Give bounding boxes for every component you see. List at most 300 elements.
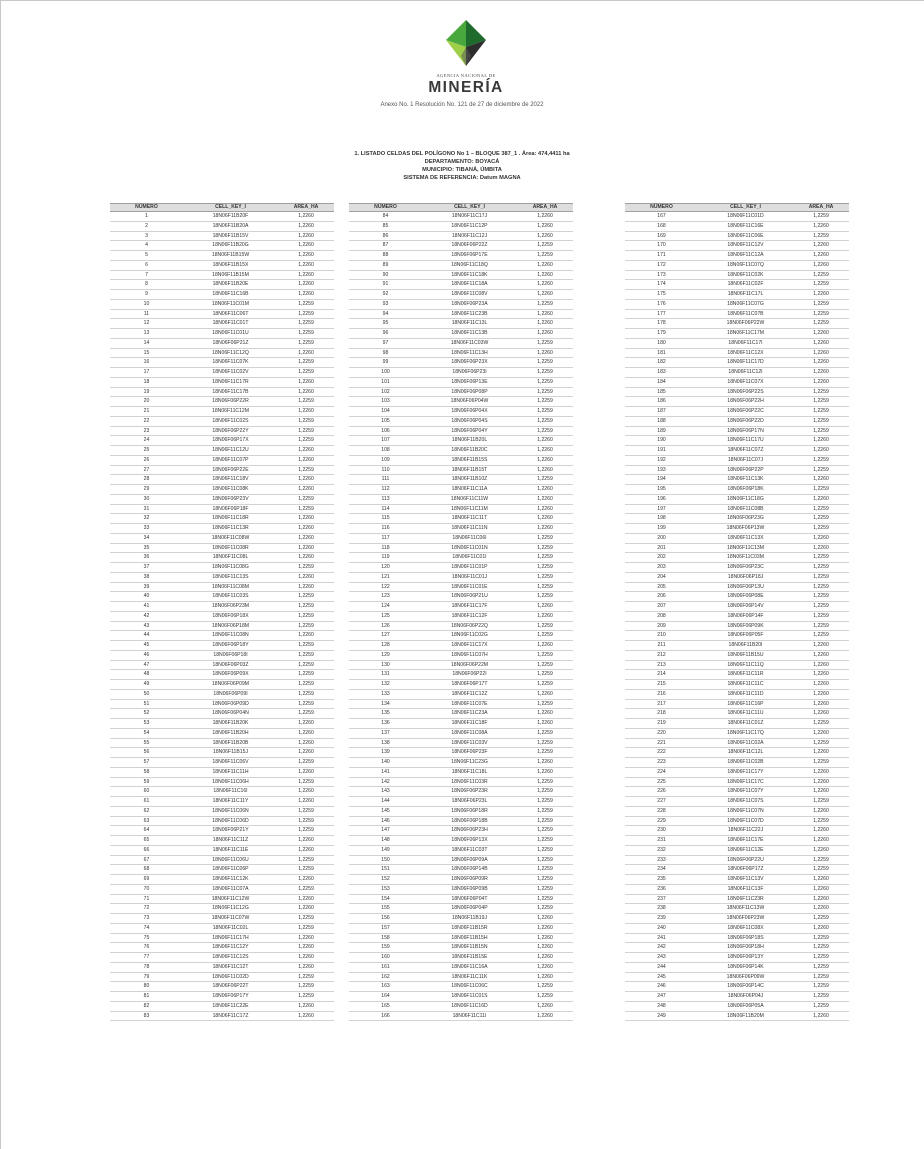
- table-row: [349, 816, 573, 826]
- table-row: [349, 767, 573, 777]
- cell-key: 18N06F11C02S: [183, 416, 278, 426]
- cell-numero: 3: [110, 231, 183, 241]
- cell-key: 18N06F11C03V: [422, 738, 517, 748]
- table-row: [110, 397, 334, 407]
- cell-area-ha: 1,2259: [517, 377, 573, 387]
- cell-area-ha: 1,2260: [793, 543, 849, 553]
- cell-area-ha: 1,2259: [793, 553, 849, 563]
- page-left-edge: [0, 0, 1, 1149]
- cell-numero: 170: [625, 241, 698, 251]
- cell-area-ha: 1,2259: [793, 319, 849, 329]
- cell-numero: 68: [110, 865, 183, 875]
- header-cell-key: CELL_KEY_I: [183, 204, 278, 212]
- table-row: [349, 407, 573, 417]
- table-row: [625, 251, 849, 261]
- table-row: [349, 836, 573, 846]
- cell-numero: 208: [625, 611, 698, 621]
- table-row: [349, 377, 573, 387]
- cell-key: 18N06F11C23G: [422, 758, 517, 768]
- cell-numero: 234: [625, 865, 698, 875]
- cell-area-ha: 1,2259: [793, 212, 849, 222]
- table-row: [110, 582, 334, 592]
- cell-area-ha: 1,2260: [517, 953, 573, 963]
- cell-numero: 195: [625, 485, 698, 495]
- cell-area-ha: 1,2260: [278, 290, 334, 300]
- table-row: [625, 777, 849, 787]
- cell-key: 18N06F11B20C: [422, 446, 517, 456]
- cell-numero: 220: [625, 728, 698, 738]
- table-row: [625, 816, 849, 826]
- cell-numero: 56: [110, 748, 183, 758]
- table-row: [110, 524, 334, 534]
- table-row: [349, 943, 573, 953]
- table-row: [110, 962, 334, 972]
- cell-numero: 197: [625, 504, 698, 514]
- table-row: [349, 290, 573, 300]
- cell-area-ha: 1,2259: [517, 777, 573, 787]
- cell-key: 18N06F11C17F: [422, 602, 517, 612]
- cell-numero: 243: [625, 953, 698, 963]
- table-row: [110, 572, 334, 582]
- cell-numero: 10: [110, 299, 183, 309]
- cell-area-ha: 1,2260: [793, 348, 849, 358]
- cell-area-ha: 1,2260: [278, 231, 334, 241]
- cell-numero: 20: [110, 397, 183, 407]
- cell-area-ha: 1,2259: [517, 845, 573, 855]
- table-row: [625, 446, 849, 456]
- cell-key: 18N06F11C18K: [422, 270, 517, 280]
- table-row: [349, 865, 573, 875]
- table-row: [349, 719, 573, 729]
- cell-key: 18N06F11B15R: [422, 923, 517, 933]
- cell-area-ha: 1,2260: [793, 436, 849, 446]
- cell-area-ha: 1,2259: [278, 855, 334, 865]
- cell-numero: 186: [625, 397, 698, 407]
- table-row: [349, 641, 573, 651]
- cell-area-ha: 1,2260: [517, 962, 573, 972]
- table-row: [110, 923, 334, 933]
- table-row: [625, 982, 849, 992]
- table-row: [110, 436, 334, 446]
- table-row: [625, 436, 849, 446]
- cell-key: 18N06F11C22J: [698, 826, 793, 836]
- cell-key: 18N06F11C13H: [422, 348, 517, 358]
- cell-numero: 1: [110, 212, 183, 222]
- cell-area-ha: 1,2260: [793, 894, 849, 904]
- table-row: [110, 251, 334, 261]
- cell-key: 18N06F11B15H: [422, 933, 517, 943]
- cell-key: 18N06F11B15W: [183, 251, 278, 261]
- table-row: [349, 777, 573, 787]
- table-row: [349, 953, 573, 963]
- cell-numero: 86: [349, 231, 422, 241]
- cell-area-ha: 1,2259: [278, 816, 334, 826]
- table-row: [349, 270, 573, 280]
- cell-key: 18N06F06P21U: [422, 592, 517, 602]
- cell-numero: 206: [625, 592, 698, 602]
- cell-area-ha: 1,2260: [278, 728, 334, 738]
- cell-numero: 41: [110, 602, 183, 612]
- cell-numero: 209: [625, 621, 698, 631]
- cell-key: 18N06F11C08X: [698, 923, 793, 933]
- header-area-ha: AREA_HA: [793, 204, 849, 212]
- cell-numero: 113: [349, 494, 422, 504]
- cell-key: 18N06F11C11Y: [183, 797, 278, 807]
- cell-area-ha: 1,2259: [793, 972, 849, 982]
- cells-table-1: [110, 203, 334, 1021]
- cell-area-ha: 1,2259: [793, 592, 849, 602]
- cell-area-ha: 1,2259: [278, 504, 334, 514]
- cell-numero: 85: [349, 221, 422, 231]
- cell-key: 18N06F11C06V: [183, 758, 278, 768]
- cell-area-ha: 1,2259: [793, 602, 849, 612]
- cell-area-ha: 1,2259: [793, 914, 849, 924]
- cell-key: 18N06F11C16P: [698, 699, 793, 709]
- table-row: [110, 875, 334, 885]
- cell-key: 18N06F11C17D: [698, 358, 793, 368]
- cell-area-ha: 1,2260: [793, 826, 849, 836]
- cell-numero: 164: [349, 992, 422, 1002]
- cell-key: 18N06F11C16A: [422, 962, 517, 972]
- cell-area-ha: 1,2259: [793, 865, 849, 875]
- cell-area-ha: 1,2260: [278, 953, 334, 963]
- table-row: [110, 270, 334, 280]
- cell-area-ha: 1,2260: [793, 845, 849, 855]
- cell-numero: 58: [110, 767, 183, 777]
- cell-area-ha: 1,2259: [793, 933, 849, 943]
- cell-key: 18N06F11C13R: [183, 524, 278, 534]
- cell-area-ha: 1,2259: [517, 894, 573, 904]
- table-header-row: [625, 204, 849, 212]
- cell-key: 18N06F11C23B: [422, 309, 517, 319]
- cell-numero: 40: [110, 592, 183, 602]
- table-row: [349, 855, 573, 865]
- cell-area-ha: 1,2259: [517, 826, 573, 836]
- table-row: [110, 280, 334, 290]
- table-row: [625, 299, 849, 309]
- cell-numero: 51: [110, 699, 183, 709]
- cell-numero: 25: [110, 446, 183, 456]
- agency-logo: [413, 18, 519, 102]
- cell-key: 18N06F11B20E: [183, 280, 278, 290]
- table-row: [110, 865, 334, 875]
- cell-numero: 109: [349, 455, 422, 465]
- cell-numero: 122: [349, 582, 422, 592]
- cell-numero: 82: [110, 1001, 183, 1011]
- table-row: [110, 241, 334, 251]
- cell-area-ha: 1,2259: [278, 914, 334, 924]
- cell-numero: 97: [349, 338, 422, 348]
- cell-key: 18N06F11C17I: [698, 338, 793, 348]
- cell-numero: 189: [625, 426, 698, 436]
- cell-area-ha: 1,2260: [517, 602, 573, 612]
- table-row: [625, 689, 849, 699]
- cell-key: 18N06F11C03R: [422, 777, 517, 787]
- cell-area-ha: 1,2259: [278, 826, 334, 836]
- cell-numero: 201: [625, 543, 698, 553]
- cell-numero: 72: [110, 904, 183, 914]
- cell-key: 18N06F11C06T: [183, 309, 278, 319]
- cell-numero: 125: [349, 611, 422, 621]
- cell-key: 18N06F11B20K: [183, 719, 278, 729]
- cell-numero: 207: [625, 602, 698, 612]
- cell-key: 18N06F11C01I: [422, 553, 517, 563]
- cell-numero: 71: [110, 894, 183, 904]
- cell-numero: 230: [625, 826, 698, 836]
- cell-key: 18N06F11C12J: [422, 231, 517, 241]
- cell-area-ha: 1,2260: [793, 1011, 849, 1021]
- table-row: [349, 894, 573, 904]
- cell-area-ha: 1,2260: [793, 290, 849, 300]
- cell-area-ha: 1,2259: [278, 465, 334, 475]
- cell-numero: 95: [349, 319, 422, 329]
- table-row: [625, 748, 849, 758]
- cell-key: 18N06F11C07Z: [698, 446, 793, 456]
- table-row: [349, 602, 573, 612]
- cell-area-ha: 1,2260: [278, 212, 334, 222]
- cell-numero: 119: [349, 553, 422, 563]
- cell-numero: 217: [625, 699, 698, 709]
- cell-key: 18N06F06P04S: [422, 416, 517, 426]
- cell-numero: 37: [110, 563, 183, 573]
- table-row: [349, 884, 573, 894]
- cell-key: 18N06F11C07X: [698, 377, 793, 387]
- cell-area-ha: 1,2260: [793, 806, 849, 816]
- table-row: [110, 592, 334, 602]
- cell-area-ha: 1,2260: [278, 797, 334, 807]
- cell-area-ha: 1,2260: [793, 709, 849, 719]
- cell-area-ha: 1,2260: [517, 767, 573, 777]
- cell-area-ha: 1,2259: [278, 436, 334, 446]
- table-row: [625, 894, 849, 904]
- header-area-ha: AREA_HA: [278, 204, 334, 212]
- table-row: [625, 280, 849, 290]
- cell-numero: 70: [110, 884, 183, 894]
- table-row: [625, 787, 849, 797]
- cell-numero: 181: [625, 348, 698, 358]
- table-row: [349, 338, 573, 348]
- cell-area-ha: 1,2259: [793, 387, 849, 397]
- cell-key: 18N06F11C02L: [183, 923, 278, 933]
- table-row: [110, 348, 334, 358]
- table-row: [625, 806, 849, 816]
- table-row: [625, 845, 849, 855]
- heading-title: 1. LISTADO CELDAS DEL POLÍGONO No 1 – BLOQUE 387_1 . Área: 474,4411 ha: [354, 151, 570, 157]
- cell-key: 18N06F06P13Y: [698, 953, 793, 963]
- table-body: [349, 212, 573, 1021]
- cell-key: 18N06F06P22Q: [422, 621, 517, 631]
- cell-area-ha: 1,2259: [517, 553, 573, 563]
- table-row: [625, 875, 849, 885]
- cell-numero: 89: [349, 260, 422, 270]
- cell-key: 18N06F11C13L: [422, 319, 517, 329]
- header-numero: NÚMERO: [110, 204, 183, 212]
- cell-numero: 94: [349, 309, 422, 319]
- table-header-row: [349, 204, 573, 212]
- cell-numero: 87: [349, 241, 422, 251]
- cell-key: 18N06F11C22E: [183, 1001, 278, 1011]
- cell-numero: 182: [625, 358, 698, 368]
- table-row: [625, 972, 849, 982]
- cell-area-ha: 1,2260: [517, 914, 573, 924]
- cell-numero: 62: [110, 806, 183, 816]
- cell-area-ha: 1,2259: [517, 670, 573, 680]
- cell-area-ha: 1,2259: [278, 689, 334, 699]
- cell-area-ha: 1,2260: [278, 280, 334, 290]
- cell-key: 18N06F11C07E: [422, 699, 517, 709]
- cell-key: 18N06F06P18M: [183, 621, 278, 631]
- cell-numero: 24: [110, 436, 183, 446]
- cell-numero: 222: [625, 748, 698, 758]
- cell-key: 18N06F11C08L: [183, 553, 278, 563]
- cell-key: 18N06F11C11U: [698, 709, 793, 719]
- cell-numero: 238: [625, 904, 698, 914]
- table-row: [349, 397, 573, 407]
- cell-area-ha: 1,2259: [278, 699, 334, 709]
- cell-key: 18N06F06P23X: [422, 358, 517, 368]
- cell-area-ha: 1,2260: [793, 904, 849, 914]
- cell-area-ha: 1,2260: [278, 1001, 334, 1011]
- cell-key: 18N06F11C11E: [183, 845, 278, 855]
- cell-numero: 150: [349, 855, 422, 865]
- cell-key: 18N06F06P22S: [698, 387, 793, 397]
- cell-area-ha: 1,2259: [517, 416, 573, 426]
- cell-key: 18N06F06P09D: [183, 699, 278, 709]
- cell-key: 18N06F06P23A: [422, 299, 517, 309]
- cell-area-ha: 1,2260: [278, 543, 334, 553]
- cell-area-ha: 1,2259: [793, 514, 849, 524]
- cell-area-ha: 1,2260: [517, 260, 573, 270]
- cell-numero: 45: [110, 641, 183, 651]
- table-header-row: [110, 204, 334, 212]
- cell-key: 18N06F06P22R: [183, 397, 278, 407]
- cell-area-ha: 1,2260: [793, 923, 849, 933]
- table-row: [349, 875, 573, 885]
- cell-key: 18N06F11C11I: [422, 1011, 517, 1021]
- table-row: [110, 309, 334, 319]
- cell-numero: 15: [110, 348, 183, 358]
- table-row: [110, 719, 334, 729]
- cell-numero: 246: [625, 982, 698, 992]
- cell-area-ha: 1,2259: [793, 299, 849, 309]
- cell-key: 18N06F06P13X: [422, 836, 517, 846]
- cell-key: 18N06F11C23A: [422, 709, 517, 719]
- cell-numero: 9: [110, 290, 183, 300]
- cell-key: 18N06F11C03W: [422, 338, 517, 348]
- cell-key: 18N06F06P09K: [698, 621, 793, 631]
- cell-area-ha: 1,2260: [278, 845, 334, 855]
- cell-numero: 43: [110, 621, 183, 631]
- cell-area-ha: 1,2259: [517, 875, 573, 885]
- table-row: [349, 251, 573, 261]
- cell-area-ha: 1,2259: [517, 836, 573, 846]
- table-row: [110, 514, 334, 524]
- cell-numero: 175: [625, 290, 698, 300]
- cell-key: 18N06F06P14V: [698, 602, 793, 612]
- cell-numero: 236: [625, 884, 698, 894]
- cell-key: 18N06F11C02D: [183, 972, 278, 982]
- cell-area-ha: 1,2260: [278, 787, 334, 797]
- cell-area-ha: 1,2260: [278, 260, 334, 270]
- cell-area-ha: 1,2260: [278, 221, 334, 231]
- cell-key: 18N06F11C01Z: [698, 719, 793, 729]
- table-row: [349, 319, 573, 329]
- cell-numero: 183: [625, 368, 698, 378]
- cell-area-ha: 1,2260: [793, 650, 849, 660]
- cell-numero: 121: [349, 572, 422, 582]
- cell-key: 18N06F11B19J: [422, 914, 517, 924]
- cell-key: 18N06F06P23I: [422, 368, 517, 378]
- table-row: [349, 680, 573, 690]
- cell-key: 18N06F11C11N: [422, 524, 517, 534]
- cell-key: 18N06F11C11R: [698, 670, 793, 680]
- cell-key: 18N06F11C01U: [183, 329, 278, 339]
- cell-key: 18N06F11B20F: [183, 212, 278, 222]
- cell-numero: 223: [625, 758, 698, 768]
- cell-numero: 93: [349, 299, 422, 309]
- cell-numero: 19: [110, 387, 183, 397]
- cell-key: 18N06F11B20L: [422, 436, 517, 446]
- cell-key: 18N06F06P23V: [183, 494, 278, 504]
- table-row: [625, 543, 849, 553]
- cell-numero: 100: [349, 368, 422, 378]
- table-row: [625, 680, 849, 690]
- cell-key: 18N06F11C08N: [183, 631, 278, 641]
- table-row: [625, 319, 849, 329]
- cell-area-ha: 1,2259: [793, 953, 849, 963]
- table-row: [625, 270, 849, 280]
- cell-numero: 69: [110, 875, 183, 885]
- cell-key: 18N06F06P18X: [183, 611, 278, 621]
- cell-numero: 7: [110, 270, 183, 280]
- cell-area-ha: 1,2260: [793, 241, 849, 251]
- cell-area-ha: 1,2259: [278, 338, 334, 348]
- table-row: [625, 377, 849, 387]
- cell-key: 18N06F06P23F: [422, 748, 517, 758]
- cell-numero: 73: [110, 914, 183, 924]
- cell-key: 18N06F11C08G: [183, 563, 278, 573]
- cell-area-ha: 1,2259: [793, 231, 849, 241]
- cell-area-ha: 1,2260: [793, 777, 849, 787]
- cell-area-ha: 1,2259: [793, 1001, 849, 1011]
- table-row: [625, 884, 849, 894]
- cell-area-ha: 1,2259: [793, 611, 849, 621]
- cell-area-ha: 1,2259: [278, 397, 334, 407]
- cell-numero: 12: [110, 319, 183, 329]
- table-row: [625, 485, 849, 495]
- cell-key: 18N06F11C17X: [422, 641, 517, 651]
- cell-area-ha: 1,2259: [278, 329, 334, 339]
- table-row: [110, 563, 334, 573]
- cell-area-ha: 1,2259: [793, 465, 849, 475]
- cell-area-ha: 1,2259: [793, 982, 849, 992]
- table-row: [349, 309, 573, 319]
- cell-numero: 142: [349, 777, 422, 787]
- cell-area-ha: 1,2259: [278, 416, 334, 426]
- cell-key: 18N06F11C12V: [698, 241, 793, 251]
- cell-key: 18N06F06P18F: [183, 504, 278, 514]
- cell-area-ha: 1,2259: [793, 270, 849, 280]
- cell-numero: 162: [349, 972, 422, 982]
- table-row: [349, 231, 573, 241]
- cell-key: 18N06F06P22Z: [422, 241, 517, 251]
- cell-numero: 147: [349, 826, 422, 836]
- table-row: [349, 728, 573, 738]
- cell-area-ha: 1,2260: [793, 446, 849, 456]
- table-row: [110, 494, 334, 504]
- table-row: [625, 709, 849, 719]
- cell-numero: 38: [110, 572, 183, 582]
